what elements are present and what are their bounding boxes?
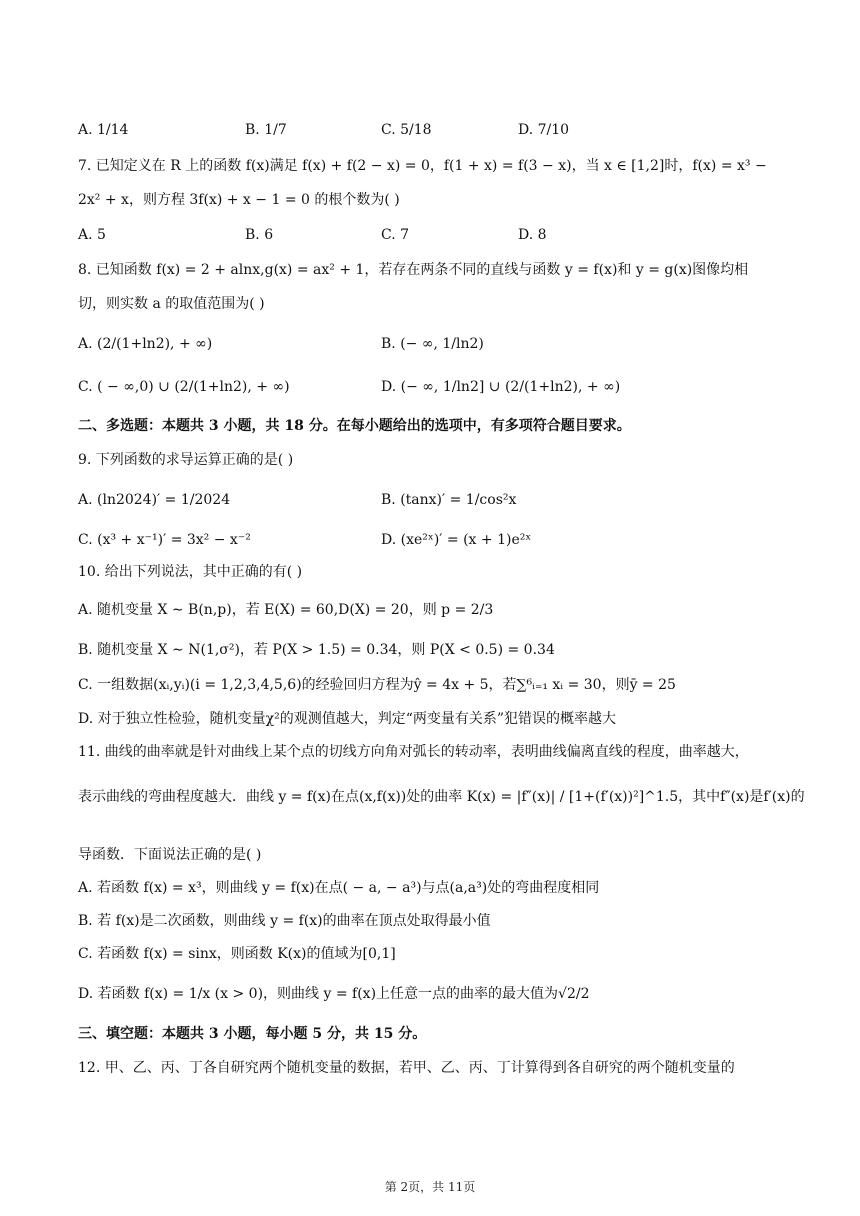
q6-option-b: B. 1/7 <box>245 122 287 138</box>
q7-stem-line1: 7. 已知定义在 R 上的函数 f(x)满足 f(x) + f(2 − x) = 0，f(1 + x) = f(3 − x)，当 x ∈ [1,2]时，f(x) = x³ − <box>78 158 767 174</box>
q7-option-a: A. 5 <box>78 227 106 243</box>
q8-option-b: B. (− ∞, 1/ln2) <box>381 336 484 352</box>
q8-option-a: A. (2/(1+ln2), + ∞) <box>78 336 213 352</box>
q7-options <box>78 223 798 247</box>
q8-stem-line1: 8. 已知函数 f(x) = 2 + alnx,g(x) = ax² + 1，若存在两条不同的直线与函数 y = f(x)和 y = g(x)图像均相 <box>78 262 749 278</box>
q10-option-a: A. 随机变量 X ∼ B(n,p)，若 E(X) = 60,D(X) = 20，则 p = 2/3 <box>78 602 494 618</box>
q11-option-d: D. 若函数 f(x) = 1/x (x > 0)，则曲线 y = f(x)上任意一点的曲率的最大值为√2/2 <box>78 986 590 1002</box>
q7-stem-line2: 2x² + x，则方程 3f(x) + x − 1 = 0 的根个数为( ) <box>78 192 400 208</box>
q11-option-c: C. 若函数 f(x) = sinx，则函数 K(x)的值域为[0,1] <box>78 946 396 962</box>
q11-stem-line2: 表示曲线的弯曲程度越大．曲线 y = f(x)在点(x,f(x))处的曲率 K(x) = |f″(x)| / [1+(f′(x))²]^1.5，其中f″(x)是f′(x)的 <box>78 789 805 805</box>
q10-option-b: B. 随机变量 X ∼ N(1,σ²)，若 P(X > 1.5) = 0.34，则 P(X < 0.5) = 0.34 <box>78 642 555 658</box>
q10-stem: 10. 给出下列说法，其中正确的有( ) <box>78 564 303 580</box>
q8-options-row2 <box>78 375 798 399</box>
q9-option-b: B. (tanx)′ = 1/cos²x <box>381 492 517 508</box>
section-heading-fill-in: 三、填空题：本题共 3 小题，每小题 5 分，共 15 分。 <box>78 1026 427 1042</box>
q7-option-b: B. 6 <box>245 227 274 243</box>
q10-option-c: C. 一组数据(xᵢ,yᵢ)(i = 1,2,3,4,5,6)的经验回归方程为ŷ = 4x + 5，若∑⁶ᵢ₌₁ xᵢ = 30，则ȳ = 25 <box>78 677 676 693</box>
q8-option-c: C. ( − ∞,0) ∪ (2/(1+ln2), + ∞) <box>78 379 290 395</box>
q11-stem-line3: 导函数．下面说法正确的是( ) <box>78 847 262 863</box>
q9-option-c: C. (x³ + x⁻¹)′ = 3x² − x⁻² <box>78 532 251 548</box>
section-heading-multiple-choice: 二、多选题：本题共 3 小题，共 18 分。在每小题给出的选项中，有多项符合题目要求。 <box>78 418 631 434</box>
q6-option-d: D. 7/10 <box>518 122 570 138</box>
q10-option-d: D. 对于独立性检验，随机变量χ²的观测值越大，判定“两变量有关系”犯错误的概率越大 <box>78 711 617 727</box>
q8-options-row1 <box>78 332 798 356</box>
q11-option-b: B. 若 f(x)是二次函数，则曲线 y = f(x)的曲率在顶点处取得最小值 <box>78 913 491 929</box>
q9-option-a: A. (ln2024)′ = 1/2024 <box>78 492 231 508</box>
q9-option-d: D. (xe²ˣ)′ = (x + 1)e²ˣ <box>381 532 532 548</box>
q11-stem-line1: 11. 曲线的曲率就是针对曲线上某个点的切线方向角对弧长的转动率，表明曲线偏离直线的程度，曲率越大， <box>78 744 749 760</box>
q6-option-c: C. 5/18 <box>381 122 432 138</box>
q6-options <box>78 118 798 142</box>
q11-option-a: A. 若函数 f(x) = x³，则曲线 y = f(x)在点( − a, − a³)与点(a,a³)处的弯曲程度相同 <box>78 880 600 896</box>
q9-options-row2 <box>78 528 798 552</box>
q9-stem: 9. 下列函数的求导运算正确的是( ) <box>78 452 294 468</box>
q8-option-d: D. (− ∞, 1/ln2] ∪ (2/(1+ln2), + ∞) <box>381 379 621 395</box>
page-footer: 第 2页，共 11页 <box>384 1180 476 1194</box>
q7-option-c: C. 7 <box>381 227 410 243</box>
q9-options-row1 <box>78 488 798 512</box>
q8-stem-line2: 切，则实数 a 的取值范围为( ) <box>78 296 265 312</box>
q6-option-a: A. 1/14 <box>78 122 129 138</box>
q12-stem-line1: 12. 甲、乙、丙、丁各自研究两个随机变量的数据，若甲、乙、丙、丁计算得到各自研究的两个随机变量的 <box>78 1060 735 1076</box>
q7-option-d: D. 8 <box>518 227 547 243</box>
